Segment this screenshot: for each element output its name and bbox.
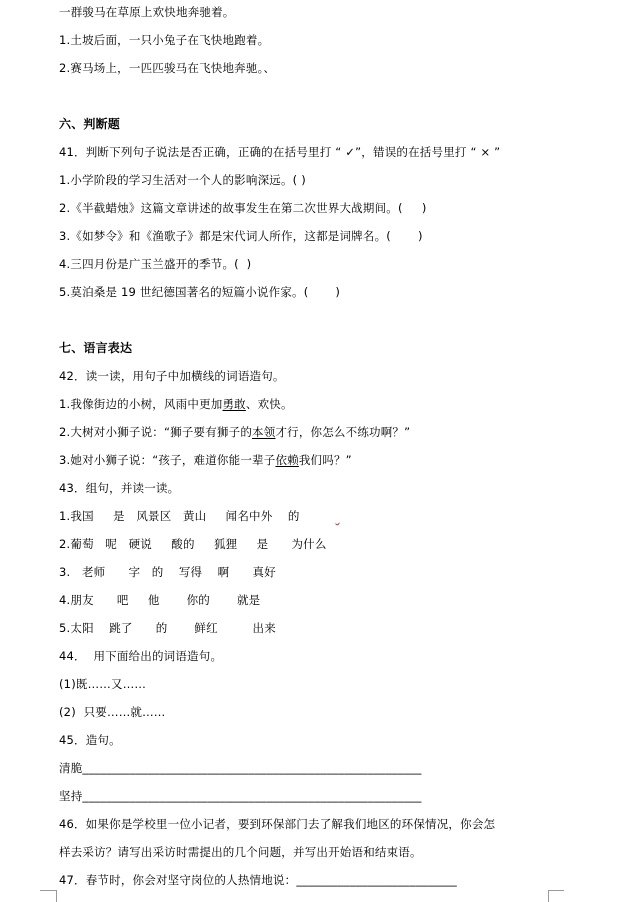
word-group-item: 5.太阳 跳了 的 鲜红 出来	[59, 621, 276, 635]
section-heading-expression: 七、语言表达	[59, 341, 133, 355]
sentence-text: 、欢快。	[245, 397, 293, 411]
question-42: 42．读一读，用句子中加横线的词语造句。	[59, 369, 285, 383]
underlined-word: 本领	[252, 425, 276, 439]
question-46: 46．如果你是学校里一位小记者，要到环保部门去了解我们地区的环保情况，你会怎	[59, 817, 496, 831]
sentence-text: 3.她对小狮子说：“孩子，难道你能一辈子	[59, 453, 276, 467]
judgement-item: 2.《半截蜡烛》这篇文章讲述的故事发生在第二次世界大战期间。( )	[59, 201, 427, 215]
page-corner-mark	[548, 890, 549, 902]
page-corner-mark	[548, 890, 564, 899]
word-group-item: 2.葡萄 呢 硬说 酸的 狐狸 是 为什么	[59, 537, 327, 551]
judgement-item: 5.莫泊桑是 19 世纪德国著名的短篇小说作家。( )	[59, 285, 341, 299]
phrase-item: (2) 只要……就……	[59, 705, 166, 719]
section-heading-judgement: 六、判断题	[59, 117, 121, 131]
question-41: 41．判断下列句子说法是否正确，正确的在括号里打 “ ✓”，错误的在括号里打 “ × ”	[59, 145, 501, 159]
word-group-item: 4.朋友 吧 他 你的 就是	[59, 593, 261, 607]
question-46-continued: 样去采访？请写出采访时需提出的几个问题，并写出开始语和结束语。	[59, 845, 422, 859]
sentence-text: 我们吗？”	[298, 453, 352, 467]
question-45: 45．造句。	[59, 733, 121, 747]
spellcheck-squiggle	[336, 508, 364, 524]
word-group-text: 1.我国 是 风景区 黄山 闻名中外 的	[59, 509, 300, 523]
word-group-item: 3. 老师 字 的 写得 啊 真好	[59, 565, 276, 579]
sentence-blank: 清脆_________________________________________________________	[59, 761, 422, 775]
sentence-line: 2.赛马场上，一匹匹骏马在飞快地奔驰。、	[59, 61, 276, 75]
sentence-text: 2.大树对小狮子说：“狮子要有狮子的	[59, 425, 253, 439]
word-group-item	[59, 508, 364, 524]
sentence-item	[59, 396, 293, 412]
underlined-word: 勇敢	[222, 397, 246, 411]
phrase-item: (1)既……又……	[59, 677, 147, 691]
question-43: 43．组句，并读一读。	[59, 481, 180, 495]
sentence-item	[59, 452, 352, 468]
underlined-word: 依赖	[275, 453, 299, 467]
sentence-line: 一群骏马在草原上欢快地奔驰着。	[59, 5, 235, 19]
page-corner-mark	[40, 890, 56, 899]
sentence-text: 1.我像街边的小树，风雨中更加	[59, 397, 223, 411]
question-47: 47．春节时，你会对坚守岗位的人热情地说：___________________________	[59, 873, 457, 887]
sentence-blank: 坚持_________________________________________________________	[59, 789, 422, 803]
question-44: 44． 用下面给出的词语造句。	[59, 649, 223, 663]
judgement-item: 3.《如梦令》和《渔歌子》都是宋代词人所作，这都是词牌名。( )	[59, 229, 423, 243]
judgement-item: 1.小学阶段的学习生活对一个人的影响深远。( )	[59, 173, 306, 187]
sentence-text: 才行，你怎么不练功啊？”	[275, 425, 411, 439]
judgement-item: 4.三四月份是广玉兰盛开的季节。( )	[59, 257, 252, 271]
sentence-line: 1.土坡后面，一只小兔子在飞快地跑着。	[59, 33, 270, 47]
sentence-item	[59, 424, 410, 440]
page-corner-mark	[56, 890, 57, 902]
